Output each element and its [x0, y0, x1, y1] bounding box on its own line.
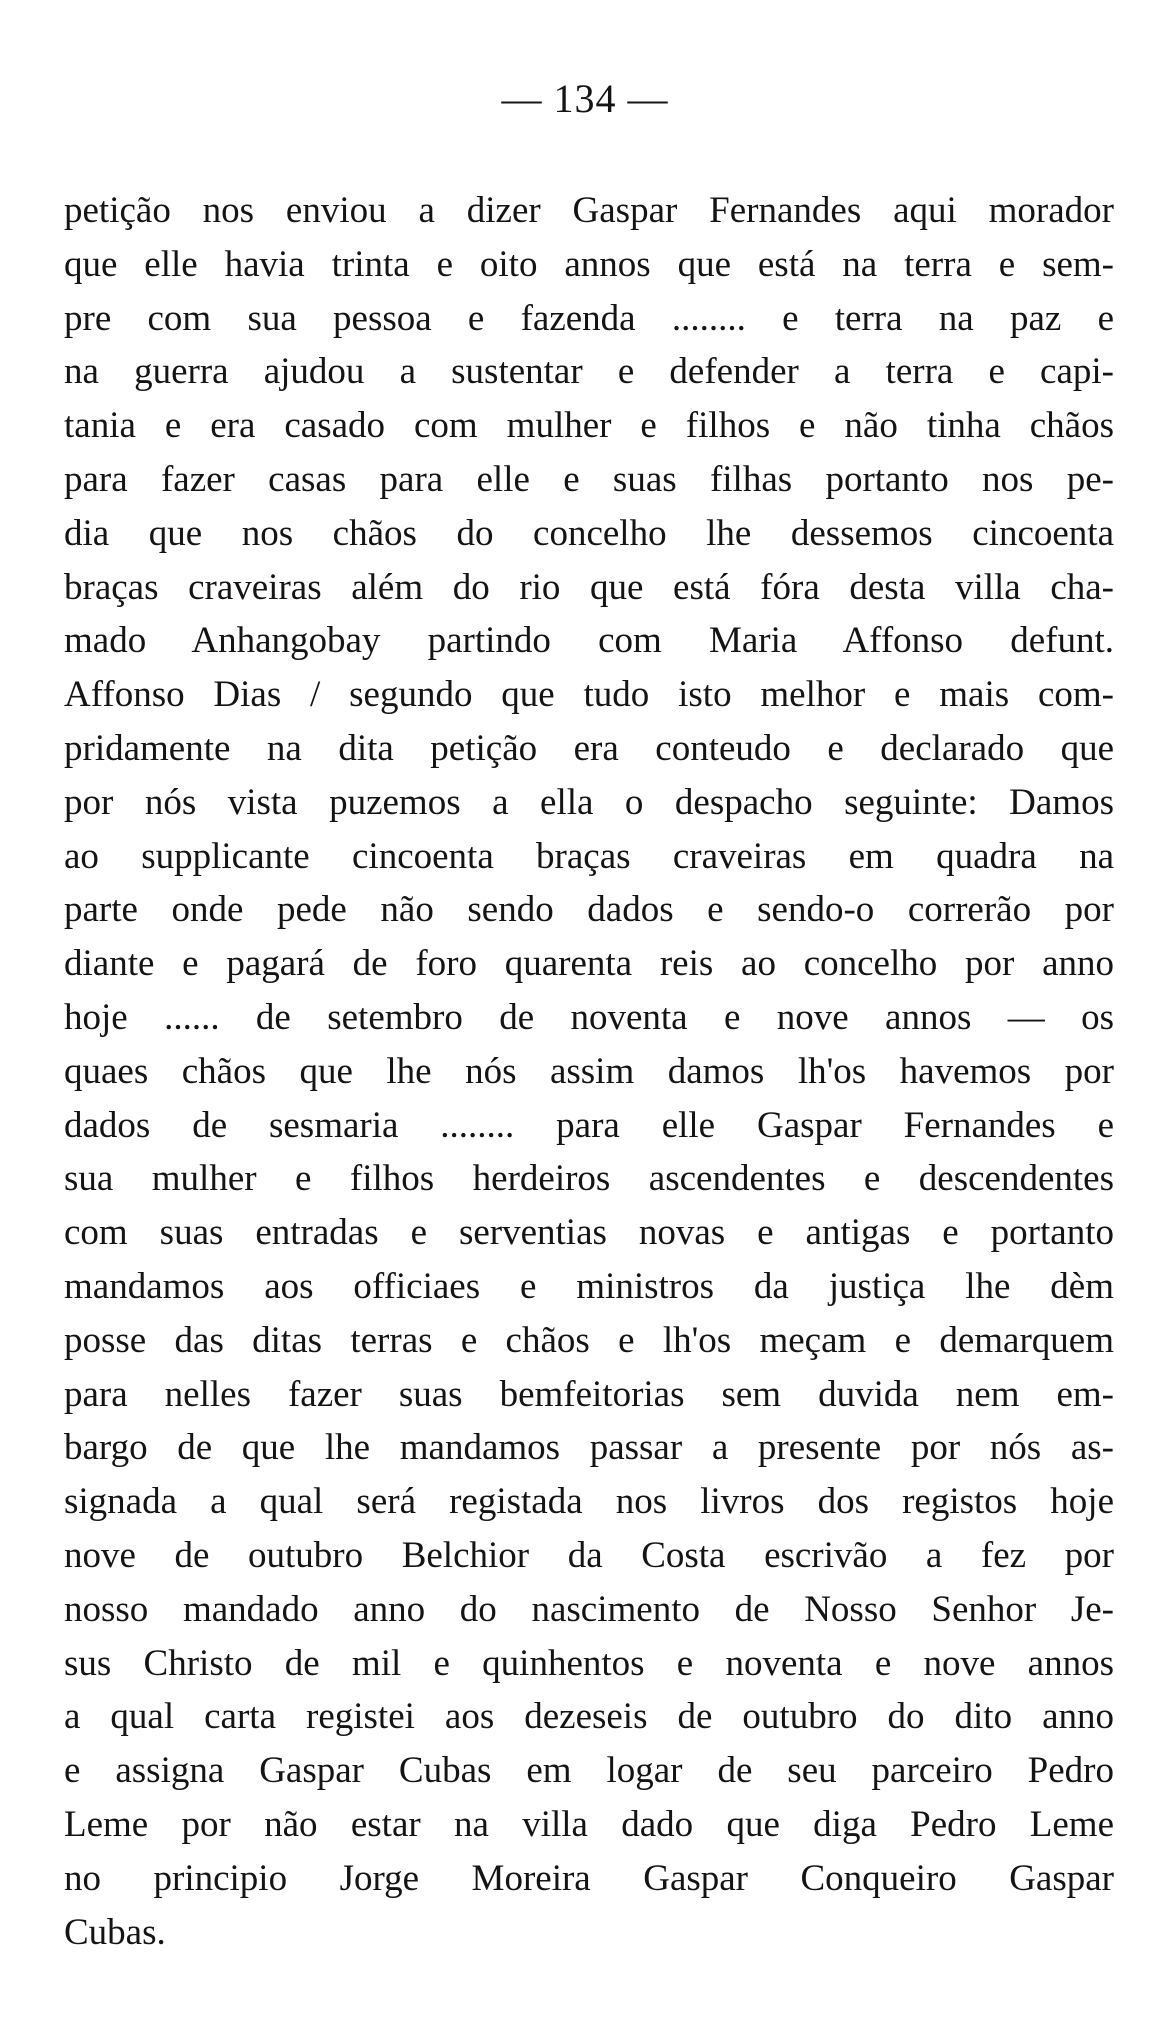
text-line: Affonso Dias / segundo que tudo isto melhor e mais com-	[64, 674, 1114, 716]
text-line: signada a qual será registada nos livros dos registos hoje	[64, 1481, 1114, 1523]
text-line: por nós vista puzemos a ella o despacho seguinte: Damos	[64, 781, 1114, 823]
text-line: mado Anhangobay partindo com Maria Affonso defunt.	[64, 620, 1114, 662]
text-line: na guerra ajudou a sustentar e defender a terra e capi-	[64, 351, 1114, 393]
text-line: mandamos aos officiaes e ministros da justiça lhe dèm	[64, 1265, 1114, 1307]
text-line: sus Christo de mil e quinhentos e noventa e nove annos	[64, 1642, 1114, 1684]
text-line: e assigna Gaspar Cubas em logar de seu parceiro Pedro	[64, 1750, 1114, 1792]
text-line: ao supplicante cincoenta braças craveiras em quadra na	[64, 835, 1114, 877]
text-line: que elle havia trinta e oito annos que está na terra e sem-	[64, 243, 1114, 285]
text-line: dia que nos chãos do concelho lhe dessemos cincoenta	[64, 512, 1114, 554]
text-line: nove de outubro Belchior da Costa escrivão a fez por	[64, 1534, 1114, 1576]
text-line: Cubas.	[64, 1911, 166, 1953]
text-line: para fazer casas para elle e suas filhas portanto nos pe-	[64, 458, 1114, 500]
text-line: sua mulher e filhos herdeiros ascendentes e descendentes	[64, 1158, 1114, 1200]
text-line: pridamente na dita petição era conteudo e declarado que	[64, 727, 1114, 769]
text-line: braças craveiras além do rio que está fóra desta villa cha-	[64, 566, 1114, 608]
text-line: quaes chãos que lhe nós assim damos lh'os havemos por	[64, 1050, 1114, 1092]
text-line: Leme por não estar na villa dado que diga Pedro Leme	[64, 1803, 1114, 1845]
body-text	[64, 184, 1114, 1959]
text-line: a qual carta registei aos dezeseis de outubro do dito anno	[64, 1696, 1114, 1738]
text-line: hoje ...... de setembro de noventa e nove annos — os	[64, 996, 1114, 1038]
text-line: parte onde pede não sendo dados e sendo-o correrão por	[64, 889, 1114, 931]
text-line: posse das ditas terras e chãos e lh'os meçam e demarquem	[64, 1319, 1114, 1361]
text-line: para nelles fazer suas bemfeitorias sem duvida nem em-	[64, 1373, 1114, 1415]
text-line: com suas entradas e serventias novas e antigas e portanto	[64, 1212, 1114, 1254]
text-line: pre com sua pessoa e fazenda ........ e terra na paz e	[64, 297, 1114, 339]
text-line: nosso mandado anno do nascimento de Nosso Senhor Je-	[64, 1588, 1114, 1630]
text-line: dados de sesmaria ........ para elle Gaspar Fernandes e	[64, 1104, 1114, 1146]
text-line: petição nos enviou a dizer Gaspar Fernandes aqui morador	[64, 190, 1114, 231]
page-number: — 134 —	[501, 76, 669, 121]
text-line: no principio Jorge Moreira Gaspar Conqueiro Gaspar	[64, 1857, 1114, 1899]
text-line: bargo de que lhe mandamos passar a presente por nós as-	[64, 1427, 1114, 1469]
text-line: diante e pagará de foro quarenta reis ao concelho por anno	[64, 943, 1114, 985]
text-line: tania e era casado com mulher e filhos e não tinha chãos	[64, 405, 1114, 447]
